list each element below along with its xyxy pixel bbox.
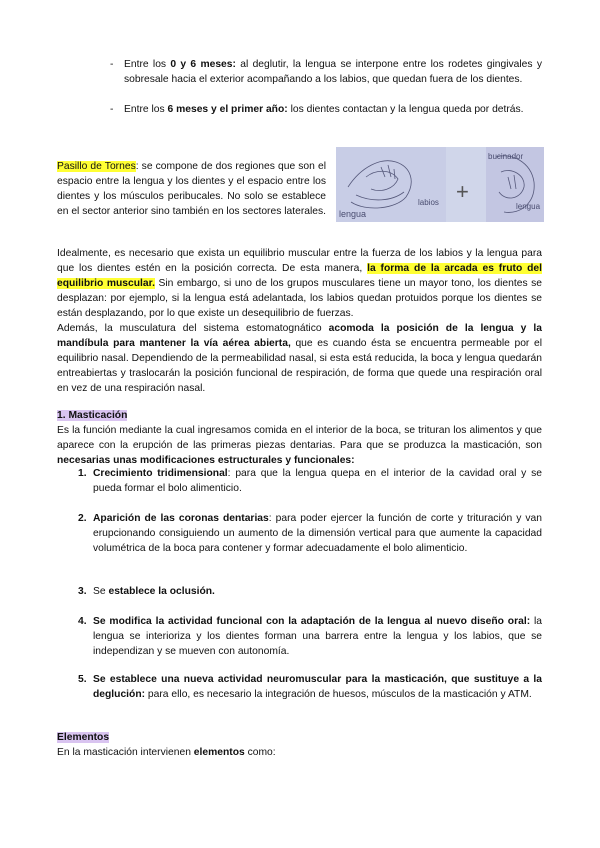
item-actividad-neuromuscular: Se establece una nueva actividad neuromuscular para la masticación, que sustituye a la deglución: para ello, es necesario la integración de huesos, músculos de la masticación y ATM. [93, 674, 542, 700]
arcada-highlight: la forma de la arcada es fruto del equilibrio muscular. [57, 263, 542, 289]
label-buccinador: bucinador [488, 152, 524, 161]
bullet-dash: - [110, 104, 114, 115]
label-lengua-right: lengua [516, 202, 541, 211]
oral-musculature-figure [336, 147, 544, 222]
elementos-intro: En la masticación intervienen elementos como: [57, 747, 276, 758]
figure-drawing [336, 147, 544, 222]
item-crecimiento: Crecimiento tridimensional: para que la lengua quepa en el interior de la cavidad oral y se pueda formar el bolo alimenticio. [93, 468, 542, 494]
elementos-heading: Elementos [57, 732, 110, 743]
plus-sign: + [456, 179, 469, 204]
bullet-dash: - [110, 59, 114, 70]
masticacion-heading: 1. Masticación [57, 410, 128, 421]
item-number: 2. [78, 513, 87, 524]
item-actividad-funcional: Se modifica la actividad funcional con la adaptación de la lengua al nuevo diseño oral: la lengua se interioriza y los dientes forman una barrera entre la lengua y los labios, que se independizan y se mueven con autonomía. [93, 616, 542, 657]
item-coronas: Aparición de las coronas dentarias: para poder ejercer la función de corte y trituración y van erupcionando consiguiendo un aumento de la dimensión vertical para que aumente la capacidad volumétrica de la boca para contener y formar adecuadamente el bolo alimenticio. [93, 513, 542, 554]
item-number: 5. [78, 674, 87, 685]
via-aerea-paragraph: Además, la musculatura del sistema estomatognático acomoda la posición de la lengua y la mandíbula para mantener la vía aérea abierta, que es cuando ésta se encuentra permeable por el equilibrio nasal. Dependiendo de la permeabilidad nasal, si esta está reducida, la boca y lengua quedarán entreabiertas y traslocarán la posición funcional de respiración, de forma que quede una respiración oral en vez de una respiración nasal. [57, 323, 542, 394]
bullet-item-6-meses-primer-ano: Entre los 6 meses y el primer año: los dientes contactan y la lengua queda por detrás. [124, 104, 524, 115]
item-oclusion: Se establece la oclusión. [93, 586, 215, 597]
bullet-item-0-6-meses: Entre los 0 y 6 meses: al deglutir, la lengua se interpone entre los rodetes gingivales y sobresale hacia el exterior acompañando a los labios, que quedan fuera de los dientes. [124, 59, 542, 85]
pasillo-term: Pasillo de Tornes [57, 161, 136, 172]
label-labios: labios [418, 198, 439, 207]
item-number: 3. [78, 586, 87, 597]
label-lengua-left: lengua [339, 209, 367, 219]
item-number: 1. [78, 468, 87, 479]
masticacion-intro: Es la función mediante la cual ingresamos comida en el interior de la boca, se trituran los alimentos y que aparece con la erupción de las primeras piezas dentarias. Para que se produzca la masticación, son necesarias unas modificaciones estructurales y funcionales: [57, 425, 542, 466]
equilibrio-muscular-paragraph: Idealmente, es necesario que exista un equilibrio muscular entre la fuerza de los labios y la lengua para que los dientes estén en la posición correcta. De esta manera, la forma de la arcada es fruto del equilibrio muscular. Sin embargo, si uno de los grupos musculares tiene un mayor tono, los dientes se desplazan: por ejemplo, si la lengua está adelantada, los labios quedan protuidos porque los dientes se están desplazando, por lo que existe un desequilibrio de fuerzas. [57, 248, 542, 319]
pasillo-de-tornes-paragraph: Pasillo de Tornes: se compone de dos regiones que son el espacio entre la lengua y los dientes y el espacio entre los dientes y los músculos peribucales. No solo se establece en el sector anterior sino también en los sectores laterales. [57, 161, 327, 217]
item-number: 4. [78, 616, 87, 627]
